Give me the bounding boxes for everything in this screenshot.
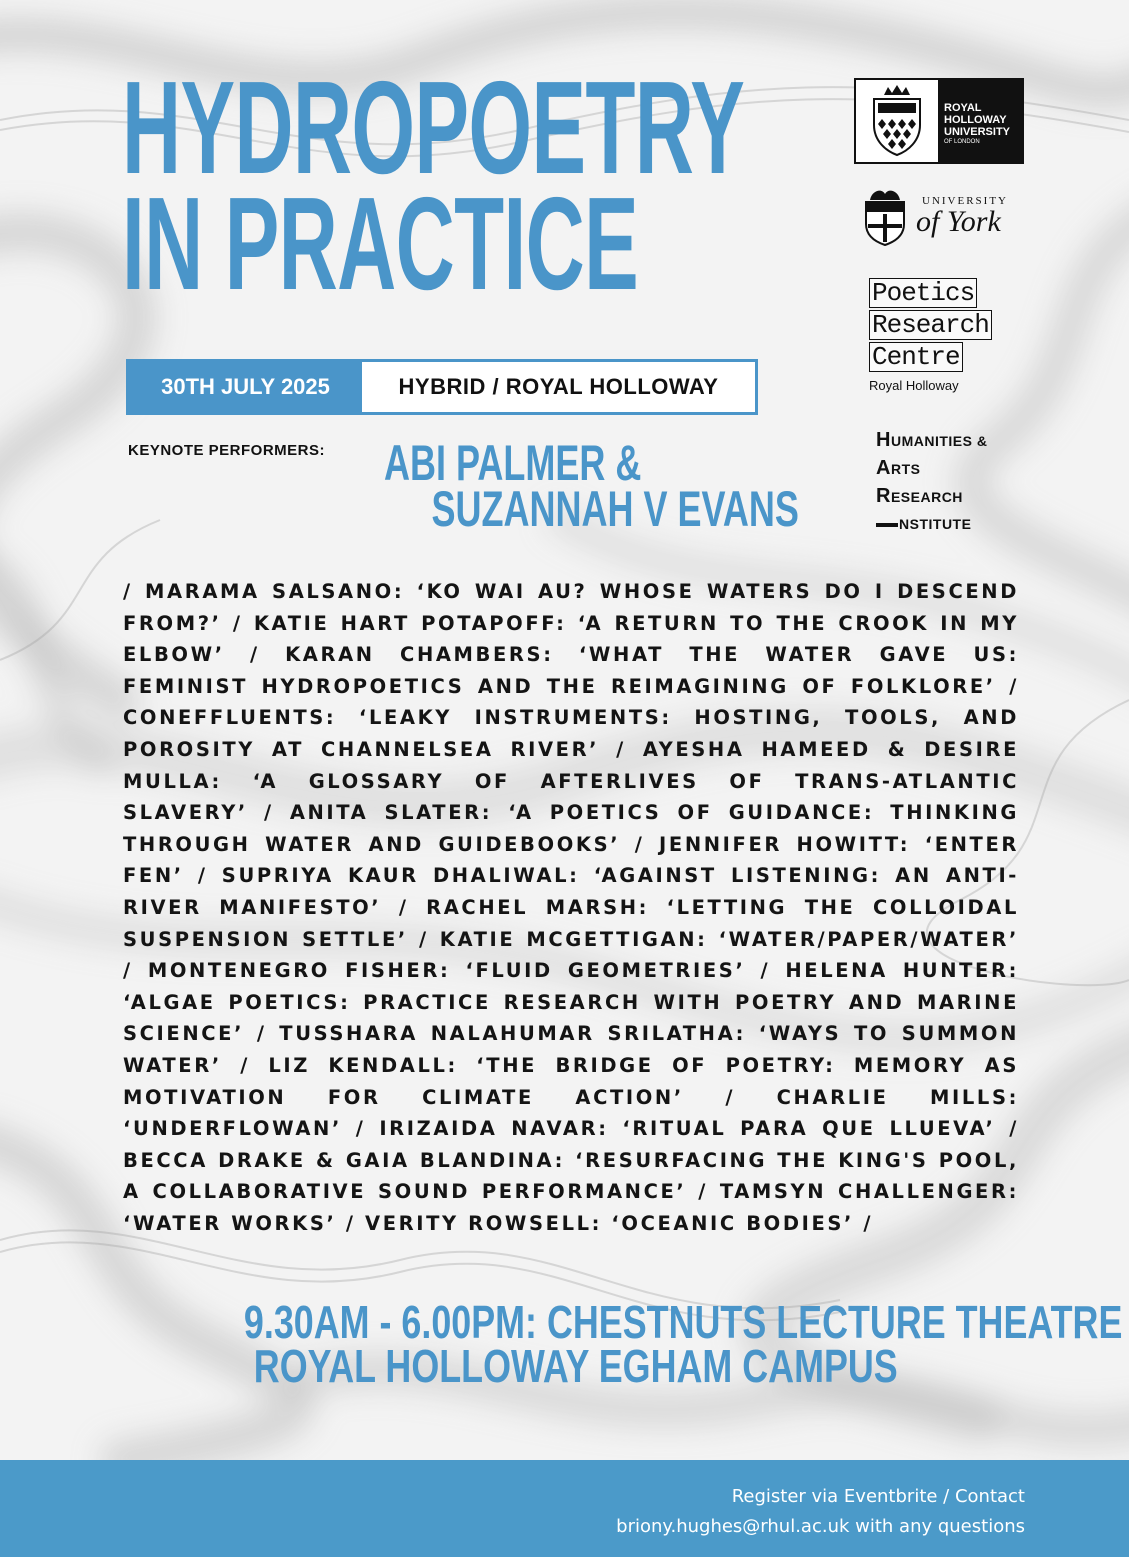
humanities-arts-research-institute-logo (876, 427, 987, 538)
event-date: 30TH JULY 2025 (129, 362, 362, 412)
rh-line-1: ROYAL (944, 102, 982, 114)
schedule-line-1: 9.30AM - 6.00PM: CHESTNUTS LECTURE THEATRE (243, 1296, 1123, 1348)
hari-line-3: ESEARCH (890, 489, 963, 505)
poster-title (122, 54, 745, 317)
poetics-research-centre-logo (869, 278, 992, 393)
prc-subtitle: Royal Holloway (869, 378, 959, 393)
schedule-line-2: ROYAL HOLLOWAY EGHAM CAMPUS (254, 1340, 898, 1392)
hari-bar-icon (876, 523, 898, 527)
rh-line-2: HOLLOWAY (944, 114, 1007, 126)
footer-line-1: Register via Eventbrite / Contact (731, 1486, 1025, 1507)
prc-word-1: Poetics (869, 278, 977, 308)
hari-initial-r: R (876, 485, 891, 507)
university-of-york-logo (860, 184, 1030, 248)
keynote-line-2: SUZANNAH V EVANS (431, 481, 799, 537)
hari-line-4: NSTITUTE (899, 516, 972, 532)
york-line-1: UNIVERSITY (922, 195, 1008, 207)
event-info-bar (126, 359, 758, 415)
title-line-1: HYDROPOETRY (122, 54, 745, 201)
york-line-2: of York (916, 205, 1001, 238)
hari-initial-a: A (876, 457, 891, 479)
keynote-line-1: ABI PALMER & (384, 435, 642, 491)
footer-bar (0, 1460, 1129, 1557)
prc-word-2: Research (869, 310, 992, 340)
hari-line-1: UMANITIES & (890, 433, 988, 449)
royal-holloway-logo (854, 78, 1024, 164)
footer-contact (616, 1482, 1025, 1542)
rh-line-3: UNIVERSITY (944, 126, 1011, 138)
hari-initial-h: H (876, 429, 891, 451)
keynote-label: KEYNOTE PERFORMERS: (128, 442, 326, 459)
royal-holloway-wordmark (938, 80, 1022, 162)
footer-line-2: briony.hughes@rhul.ac.uk with any questions (616, 1516, 1025, 1537)
crest-icon (860, 186, 910, 246)
rh-line-4: OF LONDON (944, 139, 980, 145)
prc-word-3: Centre (869, 342, 963, 372)
program-list: / MARAMA SALSANO: ‘KO WAI AU? WHOSE WATERS DO I DESCEND FROM?’ / KATIE HART POTAPOFF: ‘A RETURN TO THE CROOK IN MY ELBOW’ / KARAN CHAMBERS: ‘WHAT THE WATER GAVE US: FEMINIST HYDROPOETICS AND THE REIMAGINING OF FOLKLORE’ / CONEFFLUENTS: ‘LEAKY INSTRUMENTS: HOSTING, TOOLS, AND POROSITY AT CHANNELSEA RIVER’ / AYESHA HAMEED & DESIRE MULLA: ‘A GLOSSARY OF AFTERLIVES OF TRANS-ATLANTIC SLAVERY’ / ANITA SLATER: ‘A POETICS OF GUIDANCE: THINKING THROUGH WATER AND GUIDEBOOKS’ / JENNIFER HOWITT: ‘ENTER FEN’ / SUPRIYA KAUR DHALIWAL: ‘AGAINST LISTENING: AN ANTI-RIVER MANIFESTO’ / RACHEL MARSH: ‘LETTING THE COLLOIDAL SUSPENSION SETTLE’ / KATIE MCGETTIGAN: ‘WATER/PAPER/WATER’ / MONTENEGRO FISHER: ‘FLUID GEOMETRIES’ / HELENA HUNTER: ‘ALGAE POETICS: PRACTICE RESEARCH WITH POETRY AND MARINE SCIENCE’ / TUSSHARA NALAHUMAR SRILATHA: ‘WAYS TO SUMMON WATER’ / LIZ KENDALL: ‘THE BRIDGE OF POETRY: MEMORY AS MOTIVATION FOR CLIMATE ACTION’ / CHARLIE MILLS: ‘UNDERFLOWAN’ / IRIZAIDA NAVAR: ‘RITUAL PARA QUE LLUEVA’ / BECCA DRAKE & GAIA BLANDINA: ‘RESURFACING THE KING'S POOL, A COLLABORATIVE SOUND PERFORMANCE’ / TAMSYN CHALLENGER: ‘WATER WORKS’ / VERITY ROWSELL: ‘OCEANIC BODIES’ / (123, 580, 1019, 1235)
schedule (120, 1296, 1123, 1392)
crest-icon (856, 80, 938, 162)
event-venue: HYBRID / ROYAL HOLLOWAY (398, 374, 719, 399)
keynote-performers (384, 435, 799, 537)
hari-line-2: RTS (890, 461, 921, 477)
title-line-2: IN PRACTICE (122, 170, 639, 317)
